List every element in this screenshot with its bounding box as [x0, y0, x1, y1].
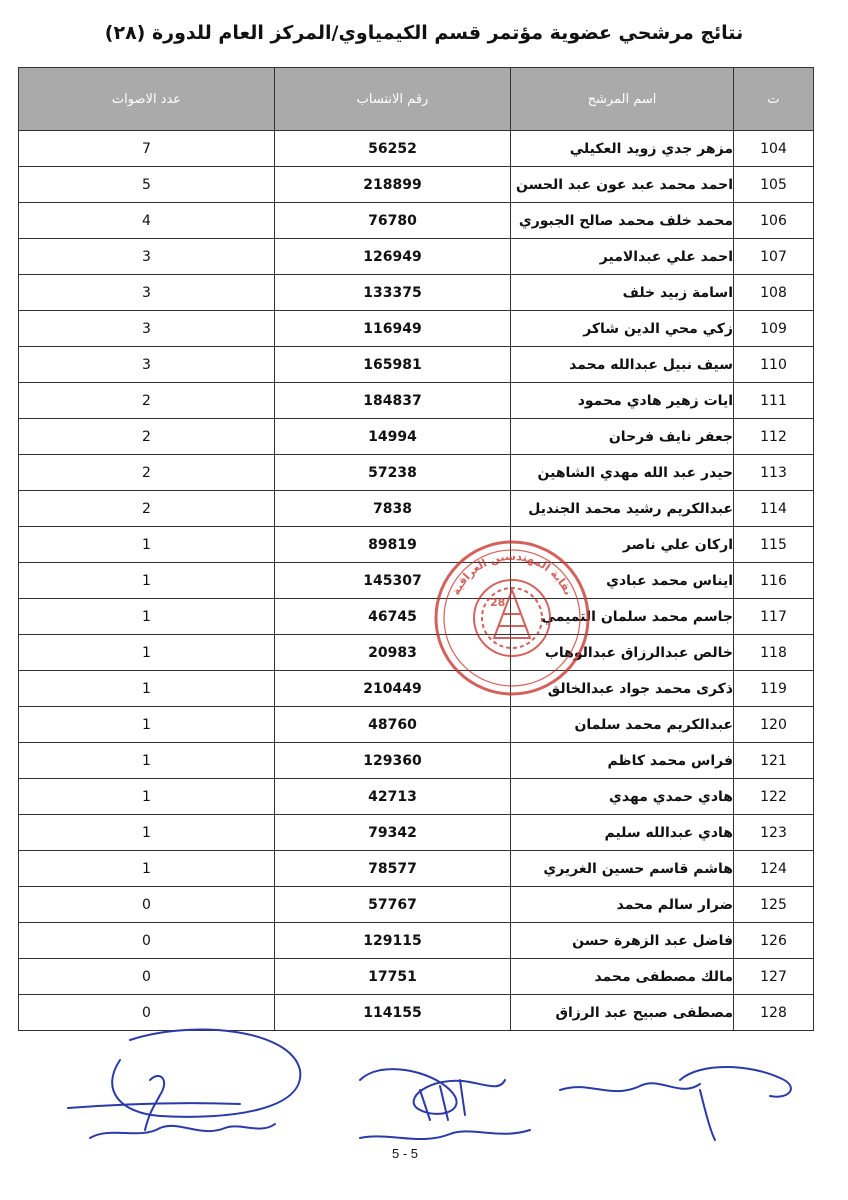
cell-candidate-name: هادي عبدالله سليم — [511, 815, 734, 851]
cell-votes: 2 — [19, 455, 275, 491]
cell-number: 124 — [734, 851, 814, 887]
cell-votes: 0 — [19, 887, 275, 923]
cell-membership-number: 57238 — [275, 455, 511, 491]
table-row — [19, 455, 814, 491]
cell-number: 113 — [734, 455, 814, 491]
table-row — [19, 527, 814, 563]
cell-candidate-name: خالص عبدالرزاق عبدالوهاب — [511, 635, 734, 671]
cell-votes: 1 — [19, 563, 275, 599]
cell-candidate-name: ضرار سالم محمد — [511, 887, 734, 923]
column-header-no: ت — [734, 68, 814, 131]
cell-votes: 1 — [19, 671, 275, 707]
table-row — [19, 131, 814, 167]
table-row — [19, 815, 814, 851]
cell-number: 116 — [734, 563, 814, 599]
cell-membership-number: 210449 — [275, 671, 511, 707]
cell-votes: 0 — [19, 959, 275, 995]
cell-membership-number: 78577 — [275, 851, 511, 887]
cell-candidate-name: ايناس محمد عبادي — [511, 563, 734, 599]
cell-candidate-name: جعفر نايف فرحان — [511, 419, 734, 455]
signature-middle-name — [360, 1130, 530, 1139]
cell-number: 110 — [734, 347, 814, 383]
table-row — [19, 563, 814, 599]
signature-right-c — [700, 1090, 715, 1140]
cell-candidate-name: ذكرى محمد جواد عبدالخالق — [511, 671, 734, 707]
cell-membership-number: 89819 — [275, 527, 511, 563]
table-row — [19, 887, 814, 923]
cell-number: 115 — [734, 527, 814, 563]
cell-candidate-name: هاشم قاسم حسين الغريري — [511, 851, 734, 887]
cell-membership-number: 165981 — [275, 347, 511, 383]
cell-number: 125 — [734, 887, 814, 923]
table-row — [19, 779, 814, 815]
cell-membership-number: 48760 — [275, 707, 511, 743]
cell-number: 109 — [734, 311, 814, 347]
cell-votes: 1 — [19, 815, 275, 851]
page-number: 5 - 5 — [392, 1146, 419, 1161]
signatures — [0, 1020, 848, 1160]
table-row — [19, 275, 814, 311]
cell-membership-number: 145307 — [275, 563, 511, 599]
cell-membership-number: 76780 — [275, 203, 511, 239]
cell-votes: 3 — [19, 347, 275, 383]
cell-votes: 1 — [19, 851, 275, 887]
stamp-text: نقابة المهندسين العراقية — [449, 549, 575, 598]
signature-right-b — [680, 1067, 791, 1097]
table-row — [19, 419, 814, 455]
table-row — [19, 311, 814, 347]
cell-votes: 3 — [19, 311, 275, 347]
cell-candidate-name: هادي حمدي مهدي — [511, 779, 734, 815]
table-row — [19, 707, 814, 743]
cell-membership-number: 14994 — [275, 419, 511, 455]
cell-votes: 1 — [19, 743, 275, 779]
table-row — [19, 671, 814, 707]
cell-candidate-name: احمد محمد عبد عون عبد الحسن — [511, 167, 734, 203]
cell-candidate-name: سيف نبيل عبدالله محمد — [511, 347, 734, 383]
cell-number: 123 — [734, 815, 814, 851]
cell-number: 121 — [734, 743, 814, 779]
table-row — [19, 167, 814, 203]
cell-votes: 1 — [19, 707, 275, 743]
table-row — [19, 491, 814, 527]
cell-membership-number: 129360 — [275, 743, 511, 779]
cell-number: 119 — [734, 671, 814, 707]
cell-votes: 7 — [19, 131, 275, 167]
cell-votes: 3 — [19, 275, 275, 311]
cell-number: 104 — [734, 131, 814, 167]
table-row — [19, 203, 814, 239]
cell-candidate-name: ايات زهير هادي محمود — [511, 383, 734, 419]
cell-membership-number: 17751 — [275, 959, 511, 995]
cell-membership-number: 184837 — [275, 383, 511, 419]
cell-membership-number: 218899 — [275, 167, 511, 203]
cell-number: 126 — [734, 923, 814, 959]
cell-number: 122 — [734, 779, 814, 815]
cell-candidate-name: عبدالكريم رشيد محمد الجنديل — [511, 491, 734, 527]
official-stamp — [432, 538, 592, 698]
cell-membership-number: 57767 — [275, 887, 511, 923]
cell-membership-number: 116949 — [275, 311, 511, 347]
cell-number: 118 — [734, 635, 814, 671]
cell-votes: 1 — [19, 635, 275, 671]
cell-membership-number: 114155 — [275, 995, 511, 1031]
cell-number: 120 — [734, 707, 814, 743]
column-header-name: اسم المرشح — [511, 68, 734, 131]
column-header-membership: رقم الانتساب — [275, 68, 511, 131]
cell-votes: 0 — [19, 923, 275, 959]
cell-votes: 1 — [19, 779, 275, 815]
cell-number: 117 — [734, 599, 814, 635]
table-row — [19, 923, 814, 959]
cell-votes: 1 — [19, 599, 275, 635]
table-header-row — [19, 68, 814, 131]
cell-membership-number: 7838 — [275, 491, 511, 527]
cell-votes: 2 — [19, 383, 275, 419]
stamp-number: 28 — [490, 596, 506, 609]
cell-votes: 1 — [19, 527, 275, 563]
cell-votes: 0 — [19, 995, 275, 1031]
cell-votes: 4 — [19, 203, 275, 239]
cell-membership-number: 133375 — [275, 275, 511, 311]
cell-candidate-name: مصطفى صبيح عبد الرزاق — [511, 995, 734, 1031]
signature-right-a — [560, 1083, 700, 1091]
cell-candidate-name: فاضل عبد الزهرة حسن — [511, 923, 734, 959]
table-row — [19, 959, 814, 995]
cell-number: 111 — [734, 383, 814, 419]
results-table — [18, 67, 814, 1031]
cell-number: 127 — [734, 959, 814, 995]
cell-number: 128 — [734, 995, 814, 1031]
table-row — [19, 347, 814, 383]
cell-candidate-name: اسامة زبيد خلف — [511, 275, 734, 311]
cell-membership-number: 46745 — [275, 599, 511, 635]
cell-number: 105 — [734, 167, 814, 203]
table-body — [19, 131, 814, 1031]
table-row — [19, 599, 814, 635]
cell-votes: 3 — [19, 239, 275, 275]
cell-membership-number: 126949 — [275, 239, 511, 275]
cell-candidate-name: مالك مصطفى محمد — [511, 959, 734, 995]
column-header-votes: عدد الاصوات — [19, 68, 275, 131]
cell-membership-number: 129115 — [275, 923, 511, 959]
cell-number: 107 — [734, 239, 814, 275]
cell-candidate-name: محمد خلف محمد صالح الجبوري — [511, 203, 734, 239]
table-row — [19, 635, 814, 671]
cell-candidate-name: مزهر جدي زويد العكيلي — [511, 131, 734, 167]
cell-votes: 5 — [19, 167, 275, 203]
table-row — [19, 383, 814, 419]
page-title: نتائج مرشحي عضوية مؤتمر قسم الكيمياوي/المركز العام للدورة (٢٨) — [104, 22, 744, 44]
cell-candidate-name: عبدالكريم محمد سلمان — [511, 707, 734, 743]
cell-votes: 2 — [19, 419, 275, 455]
cell-number: 106 — [734, 203, 814, 239]
table-row — [19, 239, 814, 275]
table-row — [19, 851, 814, 887]
cell-membership-number: 56252 — [275, 131, 511, 167]
cell-membership-number: 20983 — [275, 635, 511, 671]
cell-number: 108 — [734, 275, 814, 311]
table-row — [19, 743, 814, 779]
cell-candidate-name: اركان علي ناصر — [511, 527, 734, 563]
signature-left-name — [90, 1124, 275, 1138]
cell-candidate-name: حيدر عبد الله مهدي الشاهين — [511, 455, 734, 491]
cell-candidate-name: جاسم محمد سلمان التميمي — [511, 599, 734, 635]
cell-votes: 2 — [19, 491, 275, 527]
cell-candidate-name: زكي محي الدين شاكر — [511, 311, 734, 347]
cell-membership-number: 42713 — [275, 779, 511, 815]
signature-middle — [360, 1069, 505, 1114]
cell-number: 114 — [734, 491, 814, 527]
cell-candidate-name: احمد علي عبدالامير — [511, 239, 734, 275]
cell-candidate-name: فراس محمد كاظم — [511, 743, 734, 779]
cell-number: 112 — [734, 419, 814, 455]
cell-membership-number: 79342 — [275, 815, 511, 851]
